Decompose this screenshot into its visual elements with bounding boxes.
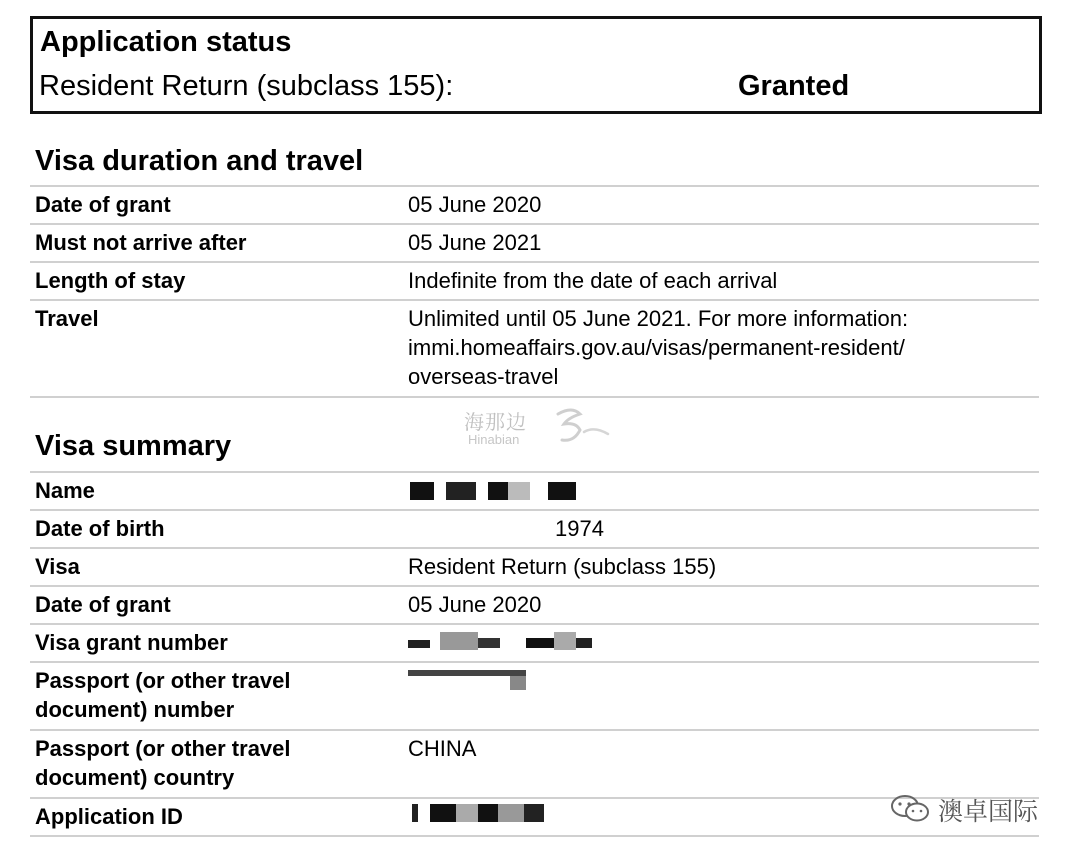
label-line: document) country [35, 765, 235, 790]
divider [30, 185, 1039, 187]
row-value-date-of-birth: 1974 [555, 516, 604, 541]
divider [30, 261, 1039, 263]
redacted-name [410, 482, 585, 500]
divider [30, 396, 1039, 398]
row-label-date-of-grant: Date of grant [35, 592, 171, 617]
watermark-corner-text: 澳卓国际 [938, 797, 1039, 826]
watermark-cn-text: 海那边 [464, 412, 527, 434]
divider [30, 299, 1039, 301]
divider [30, 471, 1039, 473]
summary-heading: Visa summary [35, 430, 232, 462]
travel-link-line: overseas-travel [408, 364, 559, 389]
duration-heading: Visa duration and travel [35, 145, 364, 177]
hinabian-watermark [464, 402, 614, 454]
divider [30, 797, 1039, 799]
divider [30, 509, 1039, 511]
divider [30, 623, 1039, 625]
divider [30, 661, 1039, 663]
row-value-travel [408, 304, 1028, 391]
row-value-visa: Resident Return (subclass 155) [408, 554, 717, 579]
status-visa-label: Resident Return (subclass 155): [39, 70, 454, 102]
divider [30, 835, 1039, 837]
redacted-dob [396, 516, 554, 525]
row-label-travel: Travel [35, 306, 99, 331]
row-value-must-not-arrive-after: 05 June 2021 [408, 230, 542, 255]
row-label-date-of-birth: Date of birth [35, 516, 165, 541]
row-value-passport-country: CHINA [408, 736, 477, 761]
label-line: Passport (or other travel [35, 736, 291, 761]
row-label-passport-number [35, 666, 375, 724]
status-value: Granted [738, 70, 850, 102]
label-line: Passport (or other travel [35, 668, 291, 693]
redacted-grant-number [408, 632, 593, 650]
divider [30, 585, 1039, 587]
divider [30, 547, 1039, 549]
wechat-icon [890, 794, 932, 824]
row-label-visa: Visa [35, 554, 80, 579]
wechat-watermark [890, 790, 1060, 826]
row-label-passport-country [35, 734, 375, 792]
row-value-date-of-grant: 05 June 2020 [408, 192, 542, 217]
row-label-length-of-stay: Length of stay [35, 268, 186, 293]
row-label-application-id: Application ID [35, 804, 183, 829]
redacted-passport-number [408, 670, 538, 688]
divider [30, 729, 1039, 731]
divider [30, 223, 1039, 225]
watermark-en-text: Hinabian [468, 432, 520, 447]
travel-link-line: immi.homeaffairs.gov.au/visas/permanent-resident/ [408, 335, 905, 360]
row-label-visa-grant-number: Visa grant number [35, 630, 228, 655]
row-label-must-not-arrive-after: Must not arrive after [35, 230, 247, 255]
label-line: document) number [35, 697, 235, 722]
status-title: Application status [40, 26, 292, 58]
row-label-name: Name [35, 478, 95, 503]
redacted-application-id [412, 804, 547, 822]
row-value-length-of-stay: Indefinite from the date of each arrival [408, 268, 778, 293]
application-status-box [30, 16, 1042, 114]
watermark-swirl-icon [550, 402, 610, 452]
travel-line: Unlimited until 05 June 2021. For more information: [408, 306, 909, 331]
row-value-date-of-grant: 05 June 2020 [408, 592, 542, 617]
row-label-date-of-grant: Date of grant [35, 192, 171, 217]
